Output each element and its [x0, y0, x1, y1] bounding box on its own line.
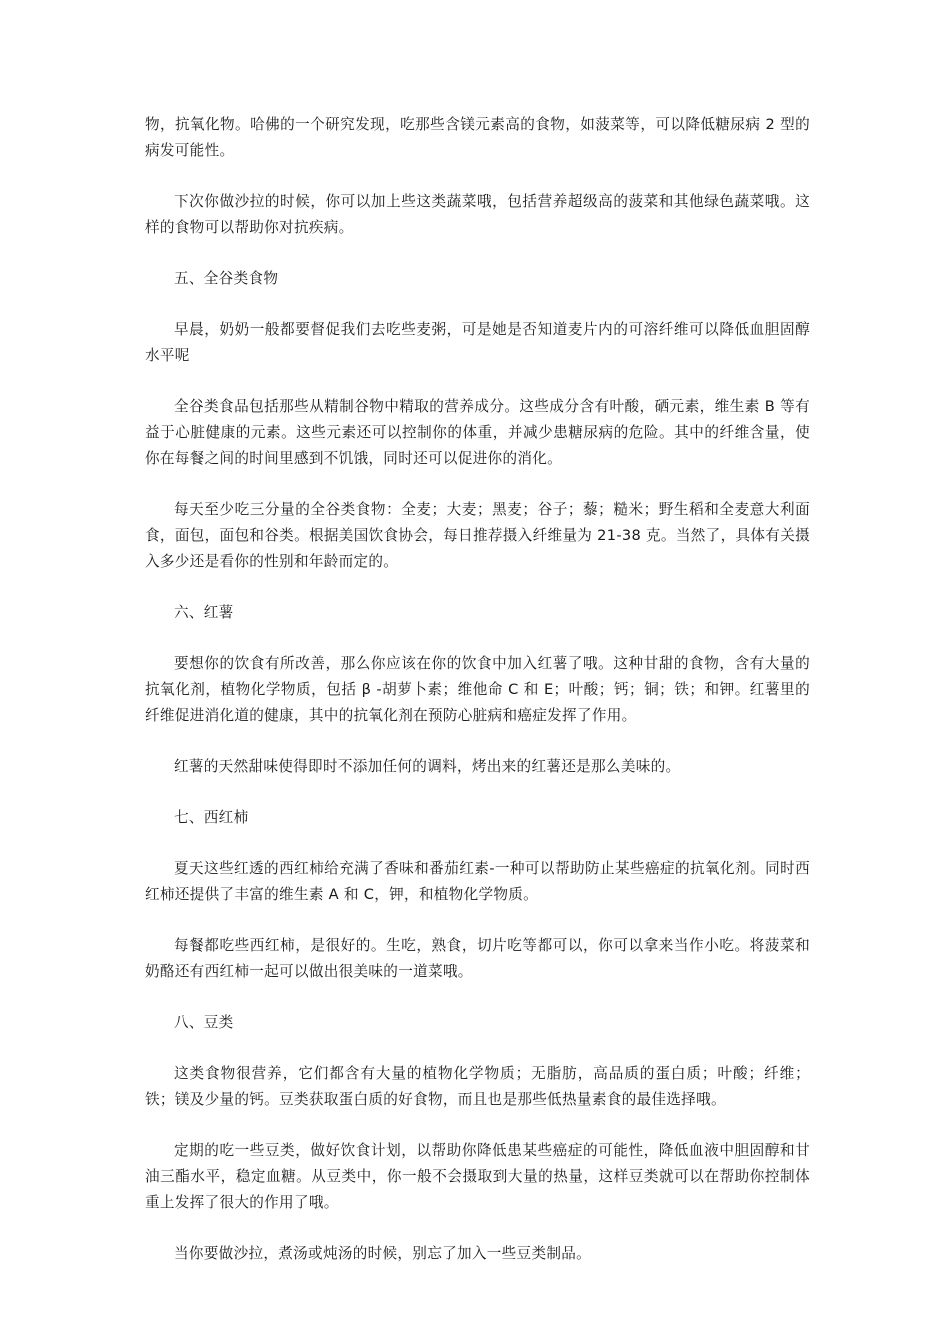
section-heading-whole-grains: 五、全谷类食物: [174, 270, 279, 287]
section-heading-tomato: 七、西红柿: [174, 809, 249, 826]
paragraph-sweet-potato-taste: 红薯的天然甜味使得即时不添加任何的调料，烤出来的红薯还是那么美味的。: [174, 758, 681, 775]
paragraph-salad-tip: 下次你做沙拉的时候，你可以加上些这类蔬菜哦，包括营养超级高的菠菜和其他绿色蔬菜哦。这样的食物可以帮助你对抗疾病。: [145, 193, 810, 236]
paragraph-beans-tip: 当你要做沙拉，煮汤或炖汤的时候，别忘了加入一些豆类制品。: [174, 1245, 592, 1262]
paragraph-whole-grain-servings: 每天至少吃三分量的全谷类食物：全麦；大麦；黑麦；谷子；藜；糙米；野生稻和全麦意大利面食，面包，面包和谷类。根据美国饮食协会，每日推荐摄入纤维量为 21-38 克。当然了，具体有关摄入多少还是看你的性别和年龄而定的。: [145, 501, 810, 570]
paragraph-oatmeal: 早晨，奶奶一般都要督促我们去吃些麦粥，可是她是否知道麦片内的可溶纤维可以降低血胆固醇水平呢: [145, 321, 810, 364]
paragraph-sweet-potato-nutrients: 要想你的饮食有所改善，那么你应该在你的饮食中加入红薯了哦。这种甘甜的食物，含有大量的抗氧化剂，植物化学物质，包括 β -胡萝卜素；维他命 C 和 E；叶酸；钙；铜；铁；和钾。红薯里的纤维促进消化道的健康，其中的抗氧化剂在预防心脏病和癌症发挥了作用。: [145, 655, 810, 724]
paragraph-magnesium-continued: 物，抗氧化物。哈佛的一个研究发现，吃那些含镁元素高的食物，如菠菜等，可以降低糖尿病 2 型的病发可能性。: [145, 116, 810, 159]
paragraph-whole-grain-nutrients: 全谷类食品包括那些从精制谷物中精取的营养成分。这些成分含有叶酸，硒元素，维生素 B 等有益于心脏健康的元素。这些元素还可以控制你的体重，并减少患糖尿病的危险。其中的纤维含量，使你在每餐之间的时间里感到不饥饿，同时还可以促进你的消化。: [145, 398, 810, 467]
paragraph-tomato-serving: 每餐都吃些西红柿，是很好的。生吃，熟食，切片吃等都可以，你可以拿来当作小吃。将菠菜和奶酪还有西红柿一起可以做出很美味的一道菜哦。: [145, 937, 810, 980]
section-heading-sweet-potato: 六、红薯: [174, 604, 234, 621]
section-heading-beans: 八、豆类: [174, 1014, 234, 1031]
paragraph-tomato-nutrients: 夏天这些红透的西红柿给充满了香味和番茄红素-一种可以帮助防止某些癌症的抗氧化剂。同时西红柿还提供了丰富的维生素 A 和 C，钾，和植物化学物质。: [145, 860, 810, 903]
paragraph-beans-nutrients: 这类食物很营养，它们都含有大量的植物化学物质；无脂肪，高品质的蛋白质；叶酸；纤维；铁；镁及少量的钙。豆类获取蛋白质的好食物，而且也是那些低热量素食的最佳选择哦。: [145, 1065, 810, 1108]
paragraph-beans-benefits: 定期的吃一些豆类，做好饮食计划，以帮助你降低患某些癌症的可能性，降低血液中胆固醇和甘油三酯水平，稳定血糖。从豆类中，你一般不会摄取到大量的热量，这样豆类就可以在帮助你控制体重上发挥了很大的作用了哦。: [145, 1142, 810, 1211]
document-body: [145, 112, 810, 1267]
